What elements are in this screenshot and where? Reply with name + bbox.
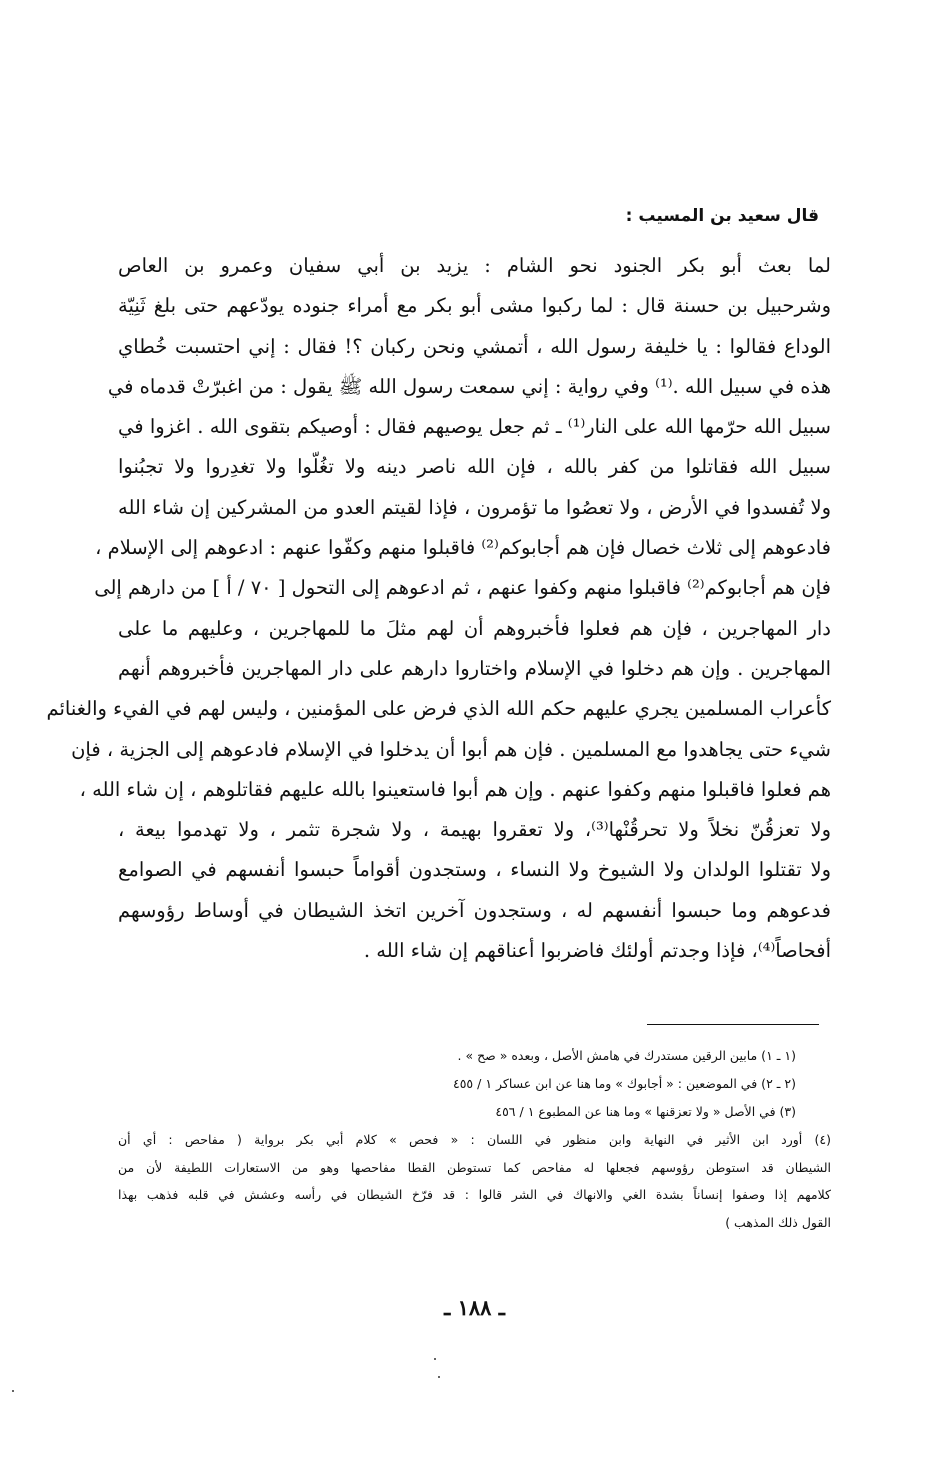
text-line: وشرحبيل بن حسنة قال : لما ركبوا مشى أبو بكر مع أمراء جنوده يودّعهم حتى بلغ ثَنِيّة <box>118 294 831 318</box>
text-line: دار المهاجرين ، فإن هم فعلوا فأخبروهم أن لهم مثلَ ما للمهاجرين ، وعليهم ما على <box>118 616 831 640</box>
footnote-4-line: الشيطان قد استوطن رؤوسهم فجعلها له مفاحص كما تستوطن القطا مفاحصها وهو من الاستعارات اللطيفة لأن من <box>118 1159 831 1175</box>
footnote-2: (٢ ـ ٢) في الموضعين : « أجابوك » وما هنا عن ابن عساكر ١ / ٤٥٥ <box>452 1076 796 1091</box>
text-line: لما بعث أبو بكر الجنود نحو الشام : يزيد بن أبي سفيان وعمرو بن العاص <box>118 254 831 277</box>
text-line: ولا تقتلوا الولدان ولا الشيوخ ولا النساء ، وستجدون أقواماً حبسوا أنفسهم في الصوامع <box>118 858 831 882</box>
footnote-3: (٣) في الأصل « ولا تعزقنها » وما هنا عن المطبوع ١ / ٤٥٦ <box>495 1104 796 1119</box>
text-line: فإن هم أجابوكم⁽²⁾ فاقبلوا منهم وكفوا عنهم ، ثم ادعوهم إلى التحول [ ٧٠ / أ ] من دارهم إلى <box>94 576 831 600</box>
text-line: ولا تعزقُنّ نخلاً ولا تحرقُنْها⁽³⁾، ولا تعقروا بهيمة ، ولا شجرة تثمر ، ولا تهدموا بيعة ، <box>118 818 831 842</box>
text-line-last: أفحاصاً⁽⁴⁾، فإذا وجدتم أولئك فاضربوا أعناقهم إن شاء الله . <box>363 939 831 963</box>
text-line: المهاجرين . وإن هم دخلوا في الإسلام واختاروا دارهم على دار المهاجرين فأخبروهم أنهم <box>118 656 831 680</box>
text-line: فادعوهم إلى ثلاث خصال فإن هم أجابوكم⁽²⁾ فاقبلوا منهم وكفّوا عنهم : ادعوهم إلى الإسلام ، <box>95 536 831 560</box>
footnote-1: (١ ـ ١) مابين الرقين مستدرك في هامش الأصل ، وبعده « صح » . <box>457 1048 796 1063</box>
text-line: شيء حتى يجاهدوا مع المسلمين . فإن هم أبوا أن يدخلوا في الإسلام فادعوهم إلى الجزية ، فإن <box>71 737 831 761</box>
footnotes <box>118 1042 831 1236</box>
scan-speck <box>434 1358 436 1360</box>
section-heading: قال سعيد بن المسيب : <box>625 206 819 226</box>
text-line: كأعراب المسلمين يجري عليهم حكم الله الذي فرض على المؤمنين ، وليس لهم في الفيء والغنائم <box>46 697 831 721</box>
scan-speck <box>438 1376 440 1378</box>
text-line: الوداع فقالوا : يا خليفة رسول الله ، أتمشي ونحن ركبان ؟! فقال : إني احتسبت خُطاي <box>118 334 831 358</box>
text-line: سبيل الله حرّمها الله على النار⁽¹⁾ ـ ثم جعل يوصيهم فقال : أوصيكم بتقوى الله . اغزوا في <box>118 415 831 439</box>
scan-speck <box>12 1390 14 1392</box>
text-line: ولا تُفسدوا في الأرض ، ولا تعصُوا ما تؤمرون ، فإذا لقيتم العدو من المشركين إن شاء الله <box>118 495 831 519</box>
main-text <box>46 246 831 971</box>
page-number: ـ ١٨٨ ـ <box>444 1295 505 1320</box>
footnote-4-line: كلامهم إذا وصفوا إنساناً بشدة الغي والانهاك في الشر قالوا : قد فرّخ الشيطان في رأسه وعشش في قلبه فذهب بهذا <box>118 1187 831 1202</box>
text-line: سبيل الله فقاتلوا من كفر بالله ، فإن الله ناصر دينه ولا تغُلّوا ولا تغدِروا ولا تجبُنوا <box>118 455 831 479</box>
text-line: فدعوهم وما حبسوا أنفسهم له ، وستجدون آخرين اتخذ الشيطان في أوساط رؤوسهم <box>118 898 831 922</box>
footnote-4-line: (٤) أورد ابن الأثير في النهاية وابن منظور في اللسان : « فحص » كلام أبي بكر برواية ( مفاحص : أي أن <box>118 1132 831 1147</box>
text-line: هم فعلوا فاقبلوا منهم وكفوا عنهم . وإن هم أبوا فاستعينوا بالله عليهم فقاتلوهم ، إن شاء الله ، <box>79 777 831 801</box>
text-line: هذه في سبيل الله .⁽¹⁾ وفي رواية : إني سمعت رسول الله ﷺ يقول : من اغبرّتْ قدماه في <box>107 374 831 398</box>
footnote-4-line-last: القول ذلك المذهب ) <box>725 1214 831 1230</box>
footnote-divider <box>647 1024 819 1025</box>
